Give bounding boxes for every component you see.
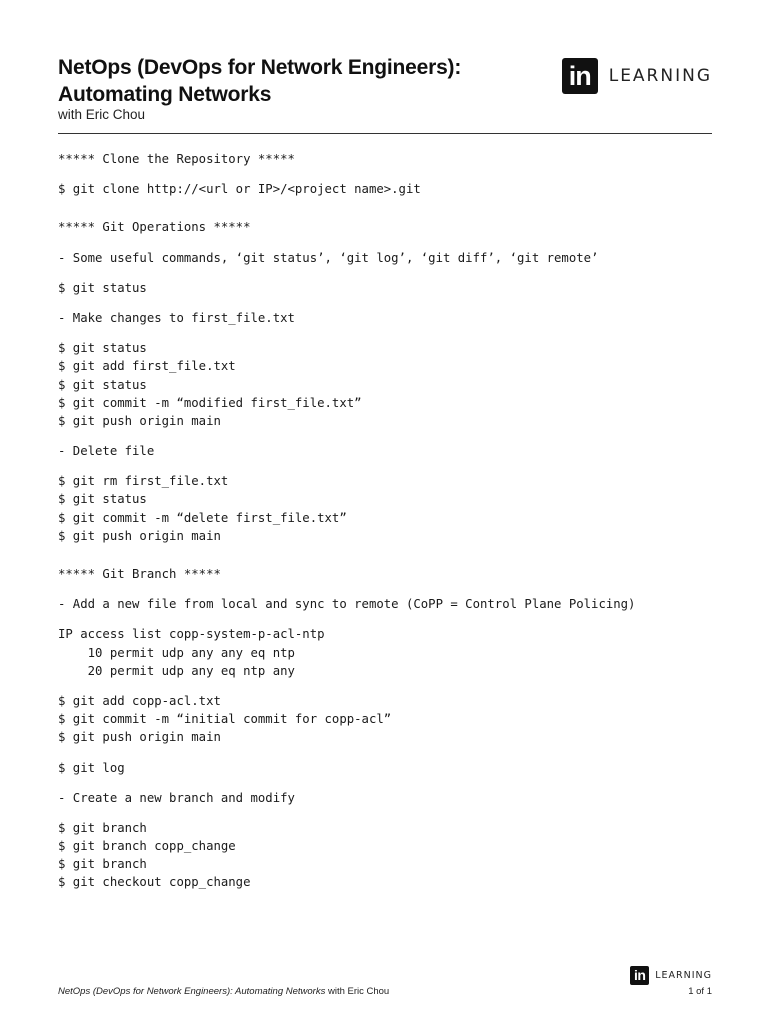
section-heading: ***** Git Operations ***** [58,220,251,235]
footer-course-title [58,986,389,997]
note-line: - Make changes to first_file.txt [58,310,295,325]
footer-logo-text: LEARNING [655,970,712,981]
section-heading: ***** Clone the Repository ***** [58,152,295,166]
note-line: - Some useful commands, ‘git status’, ‘git log’, ‘git diff’, ‘git remote’ [58,250,599,265]
title-line-1: NetOps (DevOps for Network Engineers): [58,56,462,79]
linkedin-in-icon: in [562,58,598,94]
command-line: $ git push origin main [58,730,221,745]
command-line: $ git commit -m “delete first_file.txt” [58,510,347,525]
command-line: $ git log [58,760,125,775]
page-number: 1 of 1 [688,986,712,997]
header-divider [58,133,712,134]
command-line: $ git commit -m “modified first_file.txt” [58,395,362,410]
command-line: $ git status [58,377,147,392]
command-line: $ git push origin main [58,528,221,543]
command-line: $ git branch copp_change [58,839,236,854]
author-subtitle: with Eric Chou [58,107,146,122]
document-header [58,54,712,134]
command-line: $ git add copp-acl.txt [58,693,221,708]
section-heading: ***** Git Branch ***** [58,567,221,581]
command-line: $ git branch [58,820,147,835]
page-title [58,54,461,108]
note-line: - Create a new branch and modify [58,790,295,805]
code-notes [58,150,738,892]
command-line: $ git status [58,341,147,356]
note-line: - Delete file [58,444,155,459]
title-line-2: Automating Networks [58,83,272,106]
command-line: $ git push origin main [58,413,221,428]
linkedin-in-icon: in [630,966,649,985]
footer-linkedin-learning-logo [630,966,712,985]
command-line: $ git branch [58,857,147,872]
footer-author: with Eric Chou [325,986,390,997]
config-line: 20 permit udp any eq ntp any [58,663,295,678]
command-line: $ git rm first_file.txt [58,474,229,489]
linkedin-learning-logo [562,58,712,94]
command-line: $ git clone http://<url or IP>/<project name>.git [58,182,421,197]
command-line: $ git status [58,280,147,295]
command-line: $ git checkout copp_change [58,875,251,890]
config-line: 10 permit udp any any eq ntp [58,645,295,660]
logo-text: LEARNING [608,66,712,86]
command-line: $ git commit -m “initial commit for copp-acl” [58,712,392,727]
note-line: - Add a new file from local and sync to remote (CoPP = Control Plane Policing) [58,597,636,612]
footer-title: NetOps (DevOps for Network Engineers): Automating Networks [58,986,326,997]
command-line: $ git status [58,492,147,507]
config-line: IP access list copp-system-p-acl-ntp [58,627,325,642]
command-line: $ git add first_file.txt [58,359,236,374]
